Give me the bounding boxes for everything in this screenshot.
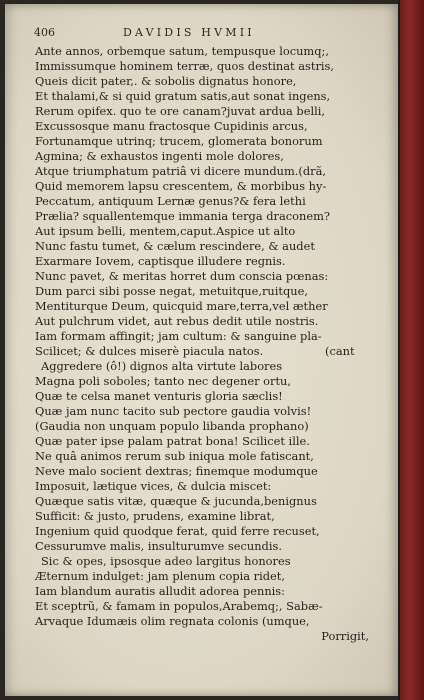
text-line: Iam formam affingit; jam cultum: & sanguine pla- (35, 329, 322, 343)
text-line: Scilicet; & dulces miserè piacula natos. (35, 344, 264, 358)
text-line: Atque triumphatum patriâ vi dicere mundum.(drã, (35, 164, 326, 178)
text-line: Prælia? squallentemque immania terga draconem? (35, 209, 330, 223)
text-line: Sic & opes, ipsosque adeo largitus honores (41, 554, 291, 568)
text-line: Quæ jam nunc tacito sub pectore gaudia volvis! (35, 404, 312, 418)
text-line: Cessurumve malis, insulturumve secundis. (35, 539, 282, 553)
text-line: Imposuit, lætique vices, & dulcia miscet: (35, 479, 272, 493)
book-page (5, 4, 400, 696)
text-line: Ante annos, orbemque satum, tempusque locumq;, (35, 44, 329, 58)
text-line: Mentiturque Deum, quicquid mare,terra,vel æther (35, 299, 328, 313)
text-line: Immissumque hominem terræ, quos destinat astris, (35, 59, 334, 73)
text-line: Aut pulchrum videt, aut rebus dedit utile nostris. (35, 314, 319, 328)
text-line: Ne quâ animos rerum sub iniqua mole fatiscant, (35, 449, 314, 463)
text-line: Neve malo socient dextras; finemque modumque (35, 464, 318, 478)
text-line: Arvaque Idumæis olim regnata colonis (umque, (35, 614, 310, 628)
text-line: Rerum opifex. quo te ore canam?juvat ardua belli, (35, 104, 325, 118)
text-line: Magna poli soboles; tanto nec degener ortu, (35, 374, 291, 388)
book-cover-edge (400, 0, 424, 700)
text-line: Sufficit: & justo, prudens, examine librat, (35, 509, 275, 523)
text-line: Quæque satis vitæ, quæque & jucunda,benignus (35, 494, 317, 508)
text-line: Et sceptrũ, & famam in populos,Arabemq;, Sabæ- (35, 599, 323, 613)
text-line: Æternum indulget: jam plenum copia ridet, (35, 569, 285, 583)
catchword: Porrigit, (321, 629, 369, 643)
text-line: Peccatum, antiquum Lernæ genus?& fera lethi (35, 194, 306, 208)
text-line: Queis dicit pater,. & sobolis dignatus honore, (35, 74, 297, 88)
text-line: Aut ipsum belli, mentem,caput.Aspice ut alto (35, 224, 296, 238)
text-line: Fortunamque utrinq; trucem, glomerata bonorum (35, 134, 323, 148)
text-line: Nunc fastu tumet, & cælum rescindere, & audet (35, 239, 315, 253)
text-line: Dum parci sibi posse negat, metuitque,ruitque, (35, 284, 308, 298)
page-number: 406 (34, 26, 55, 39)
text-line: Agmina; & exhaustos ingenti mole dolores, (35, 149, 284, 163)
text-line: Quæ te celsa manet venturis gloria sæclis! (35, 389, 283, 403)
text-line: Exarmare Iovem, captisque illudere regnis. (35, 254, 286, 268)
running-head: DAVIDIS HVMII (123, 26, 255, 39)
text-line: Nunc pavet, & meritas horret dum conscia pœnas: (35, 269, 329, 283)
text-line: Quid memorem lapsu crescentem, & morbibus hy- (35, 179, 327, 193)
text-line: Iam blandum auratis alludit adorea pennis: (35, 584, 285, 598)
text-line: (Gaudia non unquam populo libanda prophano) (35, 419, 309, 433)
text-line: Aggredere (ô!) dignos alta virtute labores (41, 359, 283, 373)
text-line: Et thalami,& si quid gratum satis,aut sonat ingens, (35, 89, 331, 103)
page-header (5, 26, 400, 42)
text-line: Ingenium quid quodque ferat, quid ferre recuset, (35, 524, 320, 538)
turnover-text: (cant (325, 344, 355, 358)
text-line: Quæ pater ipse palam patrat bona! Scilicet ille. (35, 434, 310, 448)
text-line: Excussosque manu fractosque Cupidinis arcus, (35, 119, 308, 133)
